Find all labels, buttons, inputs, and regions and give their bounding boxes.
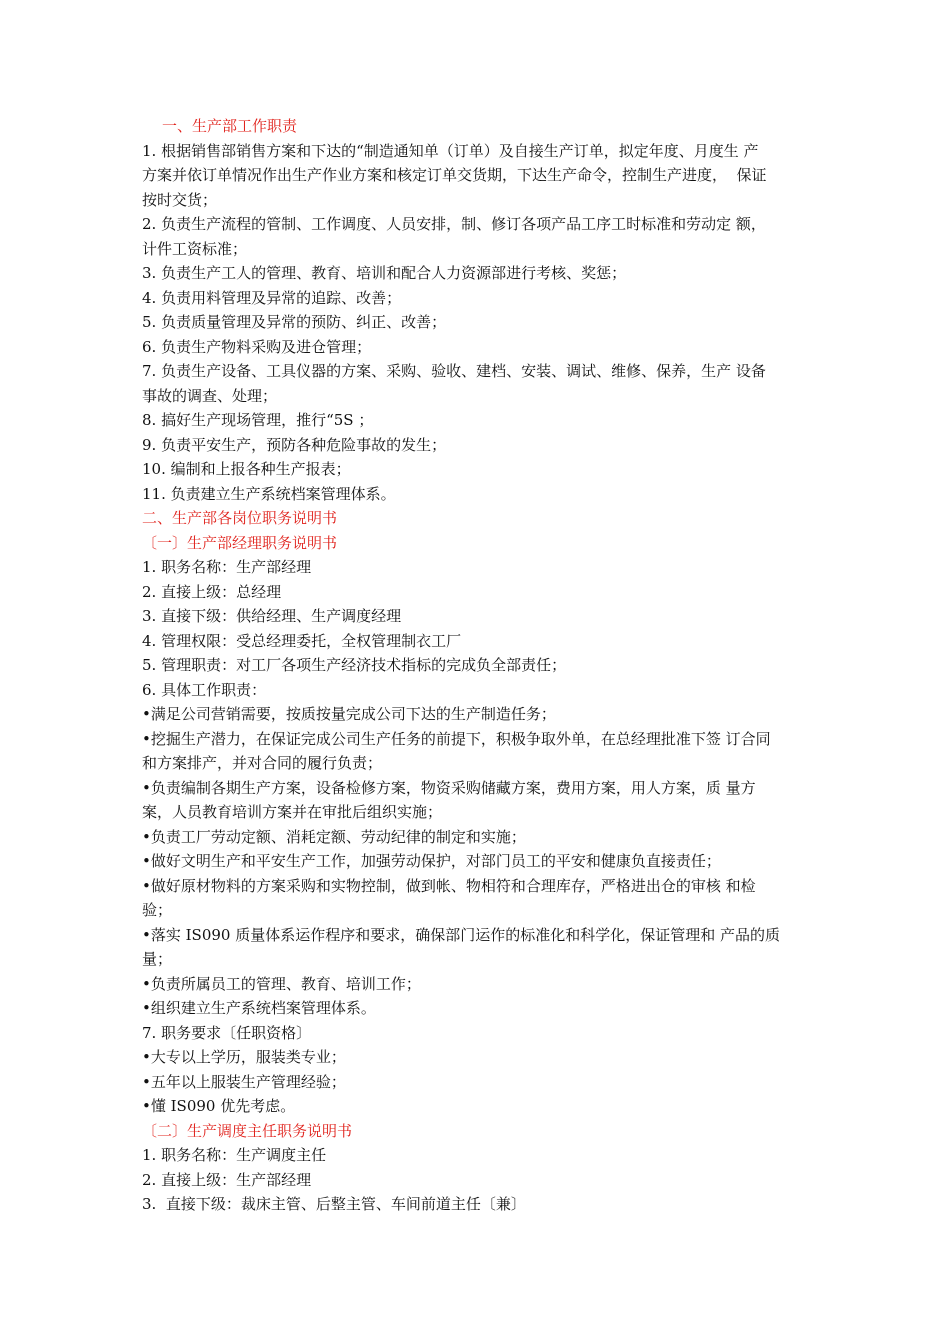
text-line: •大专以上学历，服装类专业；	[142, 1048, 346, 1066]
text-line: 5. 负责质量管理及异常的预防、纠正、改善；	[142, 313, 447, 331]
text-line: •组织建立生产系统档案管理体系。	[142, 999, 376, 1017]
text-line: 5. 管理职责：对工厂各项生产经济技术指标的完成负全部责任；	[142, 656, 567, 674]
text-line: 10. 编制和上报各种生产报表；	[142, 460, 351, 478]
text-line: 4. 负责用料管理及异常的追踪、改善；	[142, 288, 402, 307]
text-line: 3. 直接下级：供给经理、生产调度经理	[142, 607, 402, 625]
text-line: •做好原材物料的方案采购和实物控制，做到帐、物相符和合理库存，严格进出仓的审核 和检	[142, 876, 756, 895]
text-line: 3. 负责生产工人的管理、教育、培训和配合人力资源部进行考核、奖惩；	[142, 264, 627, 282]
text-line: 验；	[142, 901, 173, 919]
text-line: •负责工厂劳动定额、消耗定额、劳动纪律的制定和实施；	[142, 827, 526, 846]
text-line: 11. 负责建立生产系统档案管理体系。	[142, 484, 396, 503]
section-heading: 〔二〕生产调度主任职务说明书	[142, 1121, 353, 1140]
text-line: 案，人员教育培训方案并在审批后组织实施；	[142, 803, 443, 821]
text-line: 计件工资标准；	[142, 239, 248, 258]
text-line: 1. 职务名称：生产调度主任	[142, 1146, 327, 1164]
section-heading: 一、生产部工作职责	[162, 117, 298, 135]
text-line: •五年以上服装生产管理经验；	[142, 1072, 346, 1091]
text-line: 8. 搞好生产现场管理，推行“5S ；	[142, 411, 374, 429]
text-line: 6. 具体工作职责：	[142, 680, 267, 699]
text-line: •懂 IS090 优先考虑。	[142, 1097, 296, 1115]
text-line: 事故的调查、处理；	[142, 386, 278, 405]
section-heading: 二、生产部各岗位职务说明书	[142, 509, 338, 527]
text-line: 3. 直接下级：裁床主管、后整主管、车间前道主任〔兼〕	[142, 1195, 526, 1213]
text-line: •落实 IS090 质量体系运作程序和要求，确保部门运作的标准化和科学化，保证管理和 产品的质	[142, 925, 780, 944]
text-line: 方案并依订单情况作出生产作业方案和核定订单交货期，下达生产命令，控制生产进度， 保证	[142, 166, 767, 184]
text-line: •负责所属员工的管理、教育、培训工作；	[142, 974, 421, 993]
document-body	[142, 114, 822, 1217]
text-line: 2. 直接上级：生产部经理	[142, 1170, 312, 1189]
text-line: 按时交货；	[142, 190, 218, 209]
text-line: 4. 管理权限：受总经理委托，全权管理制衣工厂	[142, 631, 462, 650]
text-line: 2. 直接上级：总经理	[142, 582, 282, 601]
text-line: 量；	[142, 950, 173, 968]
text-line: 和方案排产，并对合同的履行负责；	[142, 754, 383, 772]
text-line: 2. 负责生产流程的管制、工作调度、人员安排，制、修订各项产品工序工时标准和劳动定 额，	[142, 215, 766, 233]
text-line: •做好文明生产和平安生产工作，加强劳动保护，对部门员工的平安和健康负直接责任；	[142, 852, 721, 870]
text-line: •挖掘生产潜力，在保证完成公司生产任务的前提下，积极争取外单，在总经理批准下签 订合同	[142, 729, 771, 748]
text-line: 9. 负责平安生产，预防各种危险事故的发生；	[142, 435, 447, 454]
text-line: 7. 负责生产设备、工具仪器的方案、采购、验收、建档、安装、调试、维修、保养，生产 设备	[142, 362, 766, 380]
text-line: 1. 根据销售部销售方案和下达的“制造通知单（订单）及自接生产订单，拟定年度、月度生 产	[142, 141, 759, 160]
text-line: 7. 职务要求〔任职资格〕	[142, 1023, 312, 1042]
text-line: •负责编制各期生产方案，设备检修方案，物资采购储藏方案，费用方案，用人方案，质 量方	[142, 778, 756, 797]
section-heading: 〔一〕生产部经理职务说明书	[142, 533, 338, 552]
text-line: 1. 职务名称：生产部经理	[142, 558, 312, 576]
text-line: •满足公司营销需要，按质按量完成公司下达的生产制造任务；	[142, 705, 556, 723]
text-line: 6. 负责生产物料采购及进仓管理；	[142, 337, 372, 356]
